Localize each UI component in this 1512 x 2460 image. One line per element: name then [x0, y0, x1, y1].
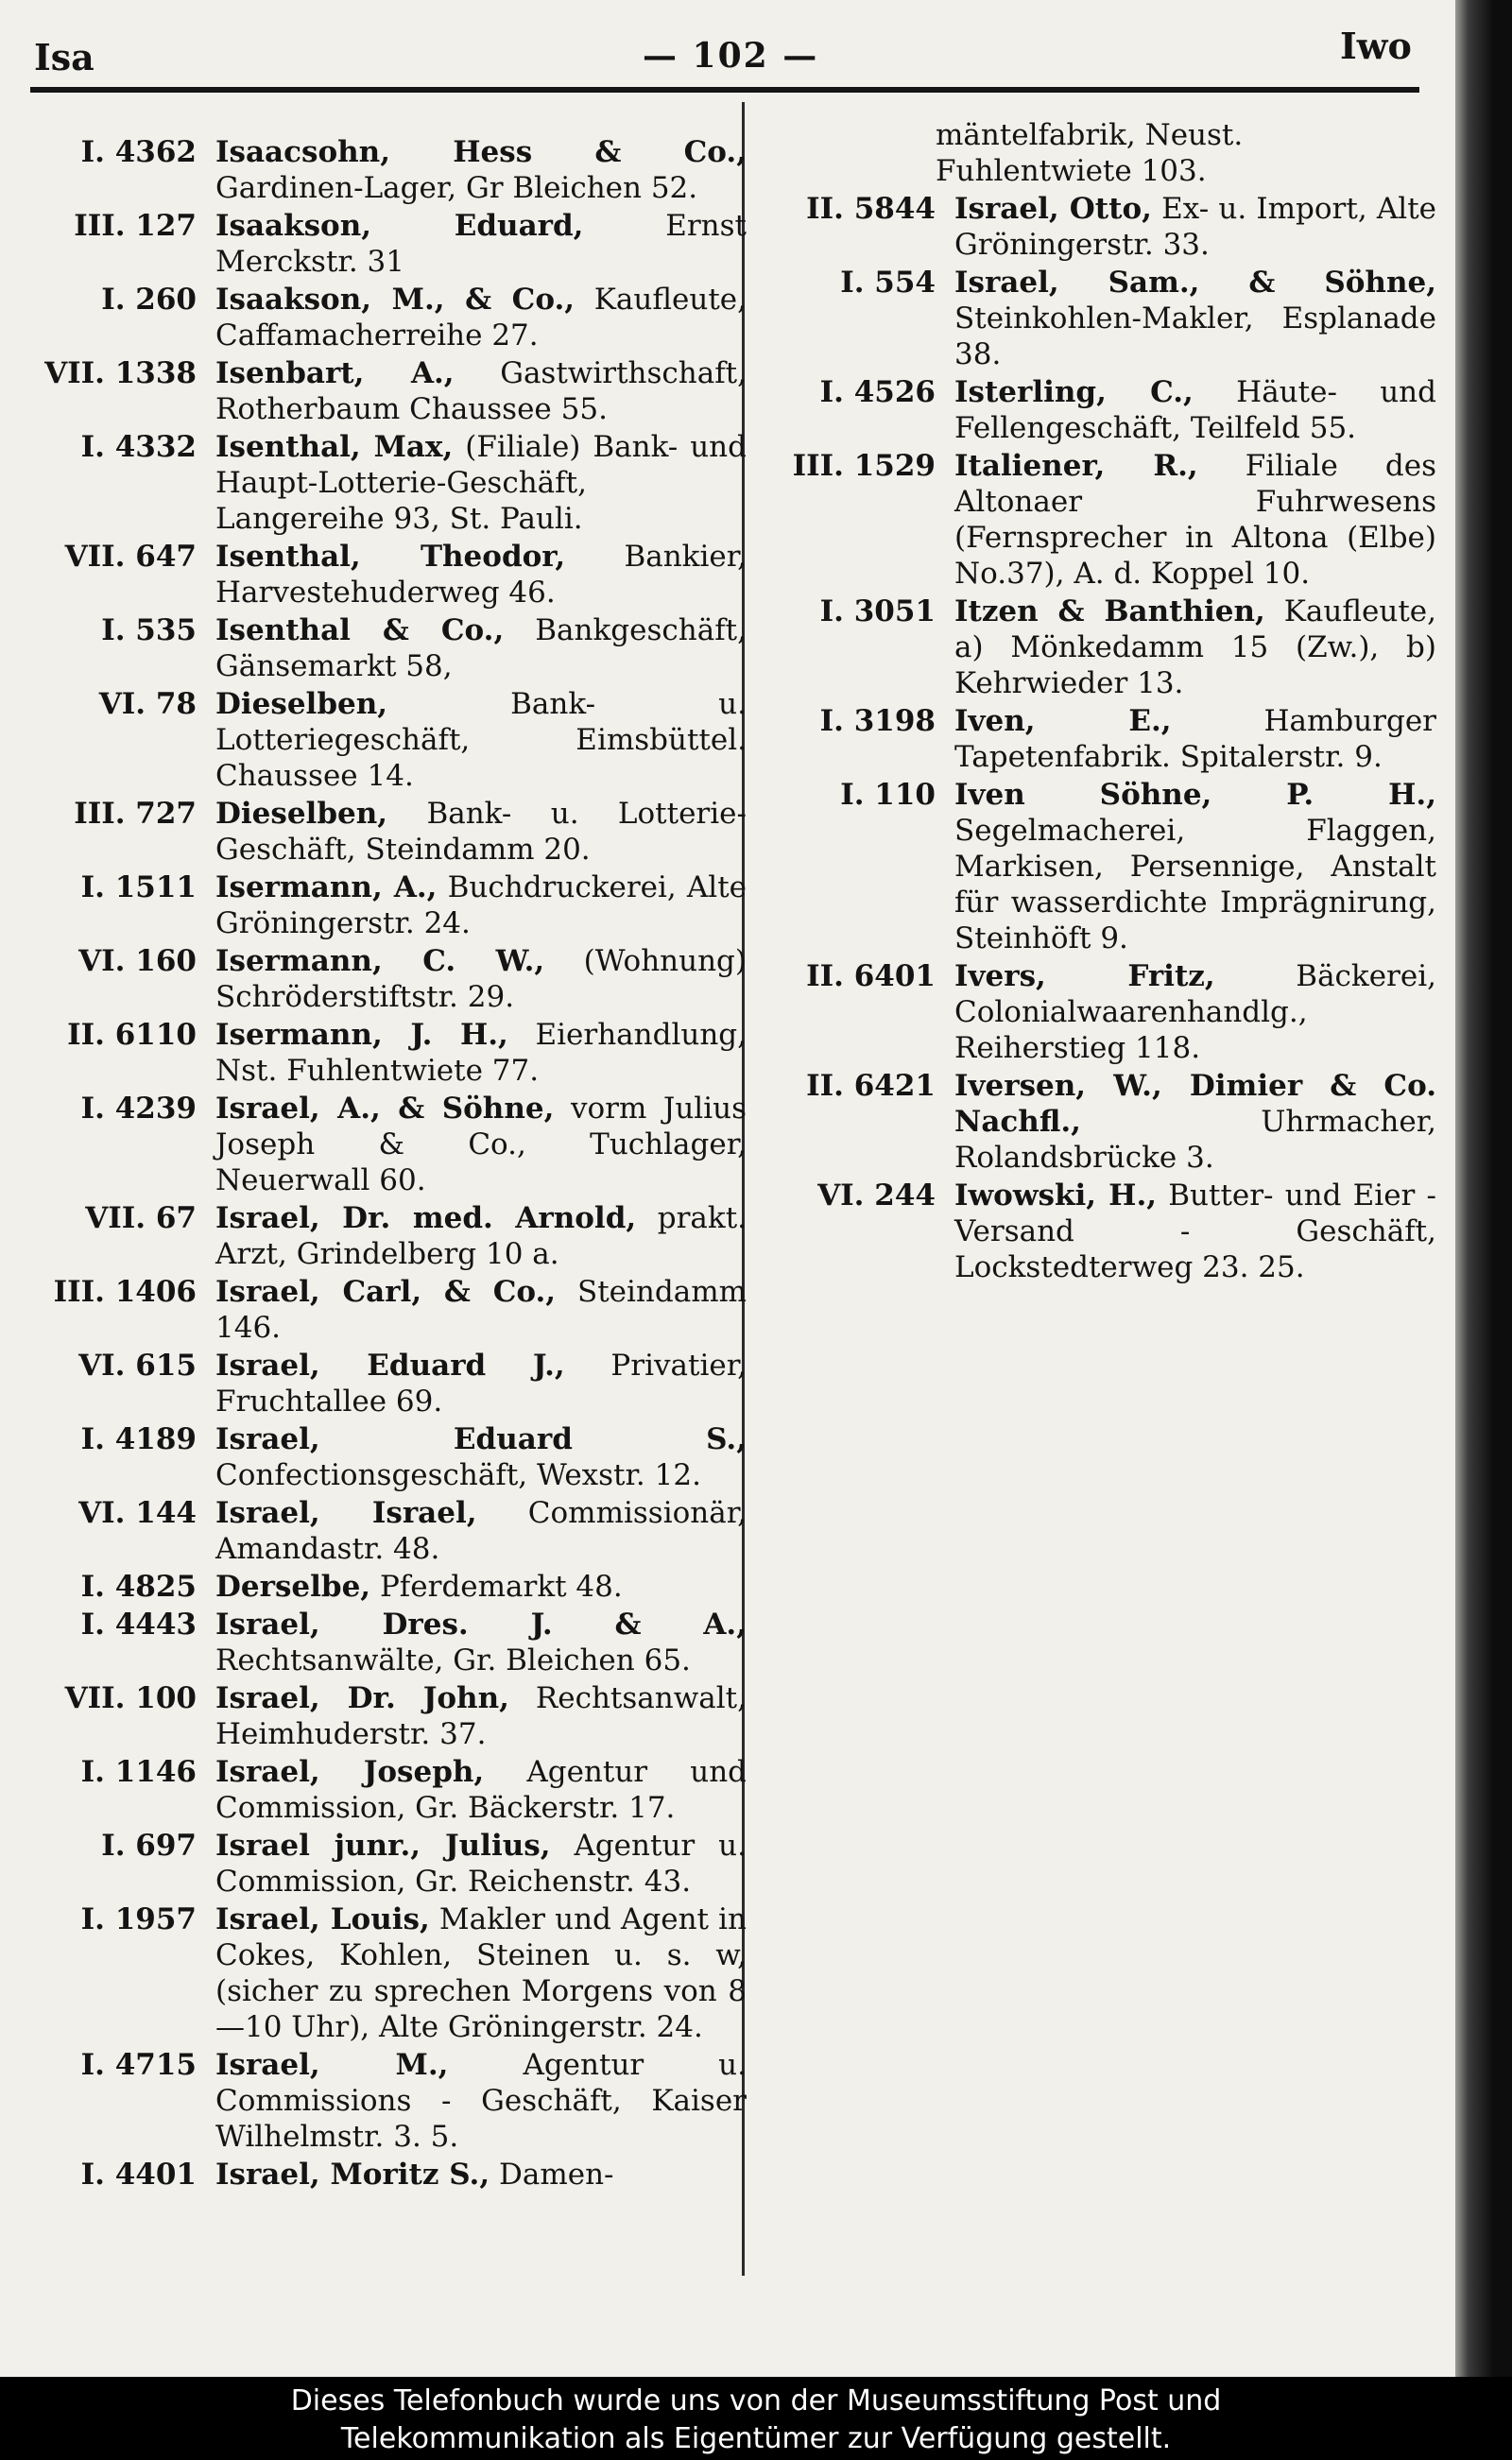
directory-entry: [28, 1091, 747, 1198]
phone-number: [756, 1178, 954, 1285]
line-number: 3051: [853, 594, 936, 628]
directory-entry: [28, 869, 747, 941]
entry-body: [215, 1017, 747, 1089]
exchange-district: VI.: [78, 1349, 126, 1383]
entry-body: [954, 1178, 1436, 1285]
subscriber-details: Rechtsanwalt, Heimhuderstr. 37.: [215, 1681, 747, 1751]
line-number: 5844: [853, 192, 936, 226]
phone-number: [28, 539, 215, 611]
phone-number: [28, 1569, 215, 1605]
subscriber-details: (Filiale) Bank- und Haupt-Lotterie-Geschäft, Langereihe 93, St. Pauli.: [215, 430, 747, 536]
directory-entry: [28, 1017, 747, 1089]
entry-body: [215, 429, 747, 537]
subscriber-name: Iven, E.,: [954, 704, 1172, 738]
line-number: 6110: [114, 1018, 197, 1052]
exchange-district: I.: [80, 2048, 105, 2082]
subscriber-name: Israel, Carl, & Co.,: [215, 1275, 557, 1309]
subscriber-details: Agentur u. Commission, Gr. Reichenstr. 43.: [215, 1829, 747, 1899]
line-number: 1146: [114, 1755, 197, 1789]
subscriber-details: Makler und Agent in Cokes, Kohlen, Steinen u. s. w, (sicher zu sprechen Morgens von 8—10 Uhr), Alte Gröningerstr. 24.: [215, 1902, 747, 2044]
subscriber-name: Israel, A., & Söhne,: [215, 1092, 555, 1126]
exchange-district: I.: [840, 266, 865, 300]
entry-body: [215, 1200, 747, 1272]
exchange-district: III.: [74, 797, 126, 831]
exchange-district: VI.: [98, 687, 146, 721]
directory-entry: [28, 1901, 747, 2045]
exchange-district: I.: [101, 613, 126, 647]
directory-entry: [28, 355, 747, 427]
subscriber-name: Israel junr., Julius,: [215, 1829, 551, 1863]
exchange-district: VII.: [64, 1681, 126, 1715]
footer-line-2: Telekommunikation als Eigentümer zur Verfügung gestellt.: [340, 2422, 1172, 2455]
subscriber-details: Kaufleute, a) Mönkedamm 15 (Zw.), b) Kehrwieder 13.: [954, 594, 1436, 700]
footer-line-1: Dieses Telefonbuch wurde uns von der Museumsstiftung Post und: [290, 2384, 1222, 2417]
line-number: 1529: [853, 449, 936, 483]
entry-body: [215, 1607, 747, 1678]
entry-body: [954, 703, 1436, 775]
line-number: 1511: [114, 870, 197, 904]
phone-number: [28, 1274, 215, 1346]
phone-number: [28, 134, 215, 206]
subscriber-details: Buchdruckerei, Alte Gröningerstr. 24.: [215, 870, 747, 940]
subscriber-name: Isermann, C. W.,: [215, 944, 545, 978]
entry-body: [215, 796, 747, 868]
line-number: 78: [155, 687, 197, 721]
phone-number: [28, 1680, 215, 1752]
entry-body: [215, 1680, 747, 1752]
phone-number: [28, 1017, 215, 1089]
line-number: 160: [135, 944, 197, 978]
phone-number: [756, 958, 954, 1066]
directory-entry: [756, 958, 1436, 1066]
subscriber-name: Israel, Dres. J. & A.,: [215, 1608, 747, 1642]
entry-body: [215, 2157, 747, 2193]
subscriber-name: Dieselben,: [215, 687, 388, 721]
line-number: 260: [135, 283, 197, 317]
directory-entry: [28, 2047, 747, 2155]
subscriber-details: Gastwirthschaft, Rotherbaum Chaussee 55.: [215, 356, 747, 426]
exchange-district: VI.: [78, 944, 126, 978]
subscriber-details: Steinkohlen-Makler, Esplanade 38.: [954, 301, 1436, 371]
subscriber-name: Isermann, A.,: [215, 870, 438, 904]
footer-notice: [0, 2377, 1512, 2460]
left-column: [28, 134, 747, 2194]
phone-number: [28, 1901, 215, 2045]
line-number: 1957: [114, 1902, 197, 1936]
phone-number: [756, 448, 954, 592]
subscriber-name: Israel, Louis,: [215, 1902, 430, 1936]
directory-entry: [756, 1068, 1436, 1176]
line-number: 67: [155, 1201, 197, 1235]
subscriber-name: Isenthal, Max,: [215, 430, 454, 464]
phone-number: [28, 612, 215, 684]
entry-body: [215, 1754, 747, 1826]
exchange-district: II.: [67, 1018, 105, 1052]
directory-entry: [28, 796, 747, 868]
line-number: 727: [135, 797, 197, 831]
subscriber-details: Kaufleute, Caffamacherreihe 27.: [215, 283, 747, 353]
continued-entry-text: mäntelfabrik, Neust. Fuhlentwiete 103.: [936, 118, 1244, 188]
phone-number: [756, 593, 954, 701]
subscriber-name: Israel, Moritz S.,: [215, 2158, 490, 2192]
directory-entry: [756, 703, 1436, 775]
exchange-district: VII.: [64, 540, 126, 574]
phone-number: [28, 1754, 215, 1826]
subscriber-name: Israel, M.,: [215, 2048, 449, 2082]
line-number: 4332: [114, 430, 197, 464]
line-number: 244: [874, 1178, 936, 1213]
subscriber-details: prakt. Arzt, Grindelberg 10 a.: [215, 1201, 747, 1271]
subscriber-details: Commissionär, Amandastr. 48.: [215, 1496, 747, 1566]
directory-entry: [28, 2157, 747, 2193]
header-range-start: Isa: [34, 36, 94, 78]
subscriber-details: Eierhandlung, Nst. Fuhlentwiete 77.: [215, 1018, 747, 1088]
entry-body: [215, 1901, 747, 2045]
line-number: 6421: [853, 1069, 936, 1103]
subscriber-name: Israel, Sam., & Söhne,: [954, 266, 1436, 300]
directory-entry: [28, 208, 747, 280]
subscriber-name: Isenthal, Theodor,: [215, 540, 566, 574]
exchange-district: I.: [819, 704, 844, 738]
subscriber-name: Israel, Eduard S.,: [215, 1422, 747, 1456]
exchange-district: I.: [80, 1608, 105, 1642]
subscriber-details: Bäckerei, Colonialwaarenhandlg., Reiherstieg 118.: [954, 959, 1436, 1065]
subscriber-name: Itzen & Banthien,: [954, 594, 1265, 628]
subscriber-details: Bankgeschäft, Gänsemarkt 58,: [215, 613, 747, 683]
phone-number: [28, 796, 215, 868]
entry-body: [215, 612, 747, 684]
subscriber-details: Filiale des Altonaer Fuhrwesens (Fernsprecher in Altona (Elbe) No.37), A. d. Koppel 10.: [954, 449, 1436, 591]
line-number: 4362: [114, 135, 197, 169]
directory-entry: [28, 943, 747, 1015]
line-number: 4443: [114, 1608, 197, 1642]
subscriber-details: Segelmacherei, Flaggen, Markisen, Persennige, Anstalt für wasserdichte Imprägnirung, Steinhöft 9.: [954, 814, 1436, 955]
entry-body: [215, 355, 747, 427]
subscriber-details: Confectionsgeschäft, Wexstr. 12.: [215, 1458, 701, 1492]
entry-body: [215, 1828, 747, 1900]
subscriber-name: Iversen, W., Dimier & Co. Nachfl.,: [954, 1069, 1436, 1139]
exchange-district: VII.: [85, 1201, 146, 1235]
directory-entry: [28, 1495, 747, 1567]
entry-body: [215, 943, 747, 1015]
subscriber-name: Israel, Otto,: [954, 192, 1152, 226]
subscriber-name: Israel, Dr. med. Arnold,: [215, 1201, 637, 1235]
subscriber-name: Iwowski, H.,: [954, 1178, 1158, 1213]
phone-number: [28, 282, 215, 353]
exchange-district: I.: [101, 1829, 126, 1863]
line-number: 6401: [853, 959, 936, 993]
exchange-district: I.: [840, 778, 865, 812]
directory-entry: [28, 1569, 747, 1605]
entry-body: [215, 1348, 747, 1419]
phone-number: [756, 191, 954, 263]
entry-body: [215, 539, 747, 611]
exchange-district: I.: [101, 283, 126, 317]
phone-number: [28, 1421, 215, 1493]
subscriber-details: Hamburger Tapetenfabrik. Spitalerstr. 9.: [954, 704, 1436, 774]
exchange-district: II.: [806, 959, 844, 993]
subscriber-name: Isaacsohn, Hess & Co.,: [215, 135, 747, 169]
subscriber-details: Uhrmacher, Rolandsbrücke 3.: [954, 1105, 1436, 1175]
entry-body: [215, 208, 747, 280]
phone-number: [756, 1068, 954, 1176]
entry-body: [954, 777, 1436, 956]
subscriber-name: Isaakson, Eduard,: [215, 209, 584, 243]
directory-entry: [756, 374, 1436, 446]
directory-entry: [28, 612, 747, 684]
phone-number: [28, 943, 215, 1015]
directory-entry: [28, 1274, 747, 1346]
phone-number: [756, 374, 954, 446]
entry-body: [215, 282, 747, 353]
exchange-district: VII.: [44, 356, 105, 390]
entry-body: [215, 1421, 747, 1493]
phone-number: [28, 1828, 215, 1900]
phone-number: [28, 686, 215, 794]
subscriber-details: Damen-: [499, 2158, 614, 2192]
subscriber-name: Isermann, J. H.,: [215, 1018, 508, 1052]
directory-entry: [756, 593, 1436, 701]
line-number: 697: [135, 1829, 197, 1863]
subscriber-details: (Wohnung) Schröderstiftstr. 29.: [215, 944, 747, 1014]
exchange-district: VI.: [78, 1496, 126, 1530]
exchange-district: II.: [806, 192, 844, 226]
exchange-district: I.: [80, 430, 105, 464]
phone-number: [28, 2047, 215, 2155]
line-number: 615: [135, 1349, 197, 1383]
phone-number: [28, 429, 215, 537]
directory-entry: [28, 134, 747, 206]
line-number: 647: [135, 540, 197, 574]
subscriber-details: Bankier, Harvestehuderweg 46.: [215, 540, 747, 610]
subscriber-details: Privatier, Fruchtallee 69.: [215, 1349, 747, 1419]
line-number: 4825: [114, 1570, 197, 1604]
phone-number: [28, 355, 215, 427]
subscriber-name: Iven Söhne, P. H.,: [954, 778, 1436, 812]
entry-body: [215, 1569, 747, 1605]
directory-entry: [28, 1754, 747, 1826]
subscriber-name: Dieselben,: [215, 797, 388, 831]
line-number: 554: [874, 266, 936, 300]
exchange-district: I.: [80, 1755, 105, 1789]
line-number: 1338: [114, 356, 197, 390]
exchange-district: I.: [80, 1092, 105, 1126]
subscriber-details: Bank- u. Lotteriegeschäft, Eimsbüttel. Chaussee 14.: [215, 687, 747, 793]
subscriber-details: Steindamm 146.: [215, 1275, 747, 1345]
subscriber-details: Butter- und Eier - Versand - Geschäft, Lockstedterweg 23. 25.: [954, 1178, 1437, 1284]
line-number: 535: [135, 613, 197, 647]
exchange-district: I.: [819, 594, 844, 628]
exchange-district: I.: [80, 870, 105, 904]
entry-body: [954, 1068, 1436, 1176]
entry-body: [954, 448, 1436, 592]
exchange-district: I.: [80, 2158, 105, 2192]
exchange-district: I.: [80, 1570, 105, 1604]
phone-number: [28, 1607, 215, 1678]
line-number: 4401: [114, 2158, 197, 2192]
directory-entry: [28, 539, 747, 611]
entry-body: [215, 1091, 747, 1198]
entry-body: [954, 191, 1436, 263]
page-number: — 102 —: [643, 36, 819, 76]
subscriber-name: Isterling, C.,: [954, 375, 1194, 409]
entry-body: [215, 1274, 747, 1346]
subscriber-details: Ex- u. Import, Alte Gröningerstr. 33.: [954, 192, 1436, 262]
page-edge-shadow: [1455, 0, 1512, 2377]
directory-entry: [756, 265, 1436, 372]
subscriber-name: Israel, Eduard J.,: [215, 1349, 565, 1383]
directory-entry: [756, 448, 1436, 592]
phone-number: [28, 1091, 215, 1198]
exchange-district: I.: [80, 1422, 105, 1456]
line-number: 4526: [853, 375, 936, 409]
phone-number: [28, 1495, 215, 1567]
entry-body: [215, 686, 747, 794]
subscriber-name: Israel, Dr. John,: [215, 1681, 509, 1715]
subscriber-details: Bank- u. Lotterie-Geschäft, Steindamm 20.: [215, 797, 747, 867]
line-number: 4239: [114, 1092, 197, 1126]
subscriber-name: Isenbart, A.,: [215, 356, 455, 390]
exchange-district: III.: [792, 449, 844, 483]
header-rule: [30, 87, 1419, 93]
right-column: [756, 117, 1436, 1287]
line-number: 127: [135, 209, 197, 243]
phone-number: [28, 869, 215, 941]
directory-entry: [28, 1348, 747, 1419]
exchange-district: II.: [806, 1069, 844, 1103]
exchange-district: III.: [74, 209, 126, 243]
directory-entry: [28, 1607, 747, 1678]
exchange-district: I.: [80, 135, 105, 169]
directory-entry: [28, 1680, 747, 1752]
directory-entry: [28, 1828, 747, 1900]
phone-number: [28, 1200, 215, 1272]
subscriber-name: Israel, Joseph,: [215, 1755, 485, 1789]
subscriber-name: Derselbe,: [215, 1570, 371, 1604]
exchange-district: I.: [819, 375, 844, 409]
subscriber-details: Rechtsanwälte, Gr. Bleichen 65.: [215, 1643, 691, 1677]
subscriber-name: Italiener, R.,: [954, 449, 1198, 483]
directory-entry: [28, 1200, 747, 1272]
entry-body: [215, 134, 747, 206]
directory-entry: [756, 777, 1436, 956]
directory-entry: [28, 282, 747, 353]
directory-entry: [28, 686, 747, 794]
entry-body: [954, 593, 1436, 701]
subscriber-details: Ernst Merckstr. 31: [215, 209, 747, 279]
subscriber-name: Isenthal & Co.,: [215, 613, 505, 647]
entry-body: [954, 374, 1436, 446]
subscriber-details: Häute- und Fellengeschäft, Teilfeld 55.: [954, 375, 1436, 445]
subscriber-details: Gardinen-Lager, Gr Bleichen 52.: [215, 171, 698, 205]
subscriber-details: Agentur und Commission, Gr. Bäckerstr. 17.: [215, 1755, 747, 1825]
line-number: 4715: [114, 2048, 197, 2082]
phone-number: [756, 777, 954, 956]
directory-entry: [28, 429, 747, 537]
line-number: 1406: [114, 1275, 197, 1309]
line-number: 3198: [853, 704, 936, 738]
header-range-end: Iwo: [1340, 25, 1412, 67]
subscriber-name: Isaakson, M., & Co.,: [215, 283, 576, 317]
entry-body: [215, 2047, 747, 2155]
subscriber-details: Pferdemarkt 48.: [379, 1570, 623, 1604]
subscriber-details: Agentur u. Commissions - Geschäft, Kaiser Wilhelmstr. 3. 5.: [215, 2048, 747, 2154]
phone-number: [28, 2157, 215, 2193]
subscriber-name: Ivers, Fritz,: [954, 959, 1215, 993]
line-number: 144: [135, 1496, 197, 1530]
phone-number: [28, 1348, 215, 1419]
entry-body: [215, 1495, 747, 1567]
phone-number: [756, 703, 954, 775]
entry-body: [954, 265, 1436, 372]
line-number: 100: [135, 1681, 197, 1715]
subscriber-name: Israel, Israel,: [215, 1496, 477, 1530]
line-number: 4189: [114, 1422, 197, 1456]
phone-number: [28, 208, 215, 280]
directory-entry: [756, 191, 1436, 263]
directory-entry: [28, 1421, 747, 1493]
directory-entry: [756, 1178, 1436, 1285]
entry-body: [215, 869, 747, 941]
phone-number: [756, 265, 954, 372]
subscriber-details: vorm Julius Joseph & Co., Tuchlager, Neuerwall 60.: [215, 1092, 747, 1197]
exchange-district: VI.: [817, 1178, 865, 1213]
entry-body: [954, 958, 1436, 1066]
exchange-district: I.: [80, 1902, 105, 1936]
exchange-district: III.: [53, 1275, 105, 1309]
line-number: 110: [874, 778, 936, 812]
